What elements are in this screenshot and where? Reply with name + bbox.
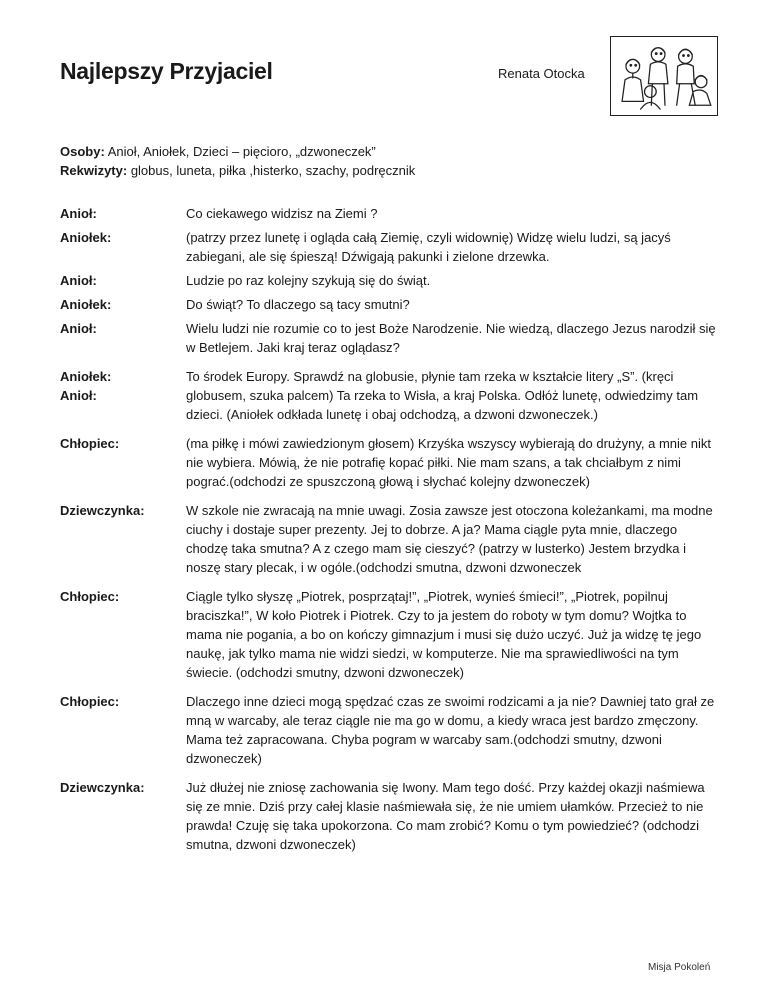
- speaker: Aniołek: Anioł:: [60, 369, 112, 403]
- dialogue-text: (patrzy przez lunetę i ogląda całą Ziemię, czyli widownię) Widzę wielu ludzi, są jacyś zabiegani, ale się śpieszą! Dźwigają pakunki i zielone drzewka.: [186, 230, 671, 264]
- persons-line: [60, 142, 720, 161]
- children-drawing-icon: [611, 37, 717, 115]
- speaker: Dziewczynka:: [60, 780, 145, 795]
- speaker: Dziewczynka:: [60, 503, 145, 518]
- dialogue-text: To środek Europy. Sprawdź na globusie, płynie tam rzeka w kształcie litery „S”. (kręci globusem, szuka palcem) Ta rzeka to Wisła, a kraj Polska. Odłóż lunetę, odwiedzimy tam dzieci. (Aniołek odkłada lunetę i obaj odchodzą, a dzwoni dzwoneczek.): [186, 369, 699, 422]
- dialogue-row: [60, 271, 720, 290]
- dialogue-row: [60, 692, 720, 768]
- dialogue-text: Dlaczego inne dzieci mogą spędzać czas ze swoimi rodzicami a ja nie? Dawniej tato grał ze mną w warcaby, ale teraz ciągle nie ma go w domu, a kiedy wraca jest bardzo zmęczony. Mama też zapracowana. Chyba pogram w warcaby sam.(odchodzi smutny, dzwoni dzwoneczek): [186, 694, 715, 766]
- dialogue: [60, 204, 720, 854]
- dialogue-row: [60, 204, 720, 223]
- speaker: Aniołek:: [60, 230, 112, 245]
- dialogue-row: [60, 295, 720, 314]
- dialogue-row: [60, 228, 720, 266]
- props-line: [60, 161, 720, 180]
- speaker: Anioł:: [60, 321, 97, 336]
- dialogue-text: Ludzie po raz kolejny szykują się do świąt.: [186, 273, 431, 288]
- props-label: Rekwizyty:: [60, 163, 128, 178]
- dialogue-row: [60, 501, 720, 577]
- speaker: Chłopiec:: [60, 589, 120, 604]
- dialogue-row: [60, 778, 720, 854]
- speaker: Aniołek:: [60, 297, 112, 312]
- dialogue-row: [60, 587, 720, 682]
- cast-and-props: [60, 142, 720, 180]
- dialogue-row: [60, 319, 720, 357]
- persons-value: Anioł, Aniołek, Dzieci – pięcioro, „dzwoneczek”: [104, 144, 376, 159]
- dialogue-text: (ma piłkę i mówi zawiedzionym głosem) Krzyśka wszyscy wybierają do drużyny, a mnie nikt nie wybiera. Mówią, że nie potrafię kopać piłki. Nie mam szans, a tak chciałbym z nimi pograć.(odchodzi ze spuszczoną głową i słychać kolejny dzwoneczek): [186, 436, 711, 489]
- dialogue-row: [60, 434, 720, 491]
- dialogue-text: Do świąt? To dlaczego są tacy smutni?: [186, 297, 410, 312]
- dialogue-text: Ciągle tylko słyszę „Piotrek, posprzątaj!”, „Piotrek, wynieś śmieci!”, „Piotrek, popilnuj braciszka!”, W koło Piotrek i Piotrek. Czy to ja jestem do roboty w tym domu? Wojtka to mama nie pogania, a bo on kończy gimnazjum i musi się dużo uczyć. Już ja widzę tę jego naukę, jak tylko mama nie widzi siedzi, w komputerze. Nie ma sprawiedliwości na tym świecie. (odchodzi smutny, dzwoni dzwoneczek): [186, 589, 702, 680]
- speaker: Anioł:: [60, 273, 97, 288]
- dialogue-text: Już dłużej nie zniosę zachowania się Iwony. Mam tego dość. Przy każdej okazji naśmiewa się ze mnie. Dziś przy całej klasie naśmiewała się, że nie umiem ułamków. Przecież to nie prawda! Czuję się taka upokorzona. Co mam zrobić? Komu o tym powiedzieć? (odchodzi smutna, dzwoni dzwoneczek): [186, 780, 705, 852]
- children-illustration: [610, 36, 718, 116]
- author: Renata Otocka: [498, 66, 585, 81]
- footer-note: Misja Pokoleń: [648, 962, 711, 973]
- page-title: Najlepszy Przyjaciel: [60, 58, 273, 84]
- props-value: globus, luneta, piłka ,histerko, szachy, podręcznik: [127, 163, 416, 178]
- dialogue-text: Co ciekawego widzisz na Ziemi ?: [186, 206, 378, 221]
- speaker: Chłopiec:: [60, 694, 120, 709]
- dialogue-text: Wielu ludzi nie rozumie co to jest Boże Narodzenie. Nie wiedzą, dlaczego Jezus narodził się w Betlejem. Jaki kraj teraz oglądasz?: [186, 321, 716, 355]
- persons-label: Osoby:: [60, 144, 105, 159]
- dialogue-text: W szkole nie zwracają na mnie uwagi. Zosia zawsze jest otoczona koleżankami, ma modne ciuchy i dostaje super prezenty. Jej to dobrze. A ja? Mama ciągle pyta mnie, dlaczego chodzę taka smutna? A z czego mam się cieszyć? (patrzy w lusterko) Jestem brzydka i noszę stary plecak, i w ogóle.(odchodzi smutna, dzwoni dzwoneczek: [186, 503, 713, 575]
- speaker: Chłopiec:: [60, 436, 120, 451]
- speaker: Anioł:: [60, 206, 97, 221]
- dialogue-row: [60, 367, 720, 424]
